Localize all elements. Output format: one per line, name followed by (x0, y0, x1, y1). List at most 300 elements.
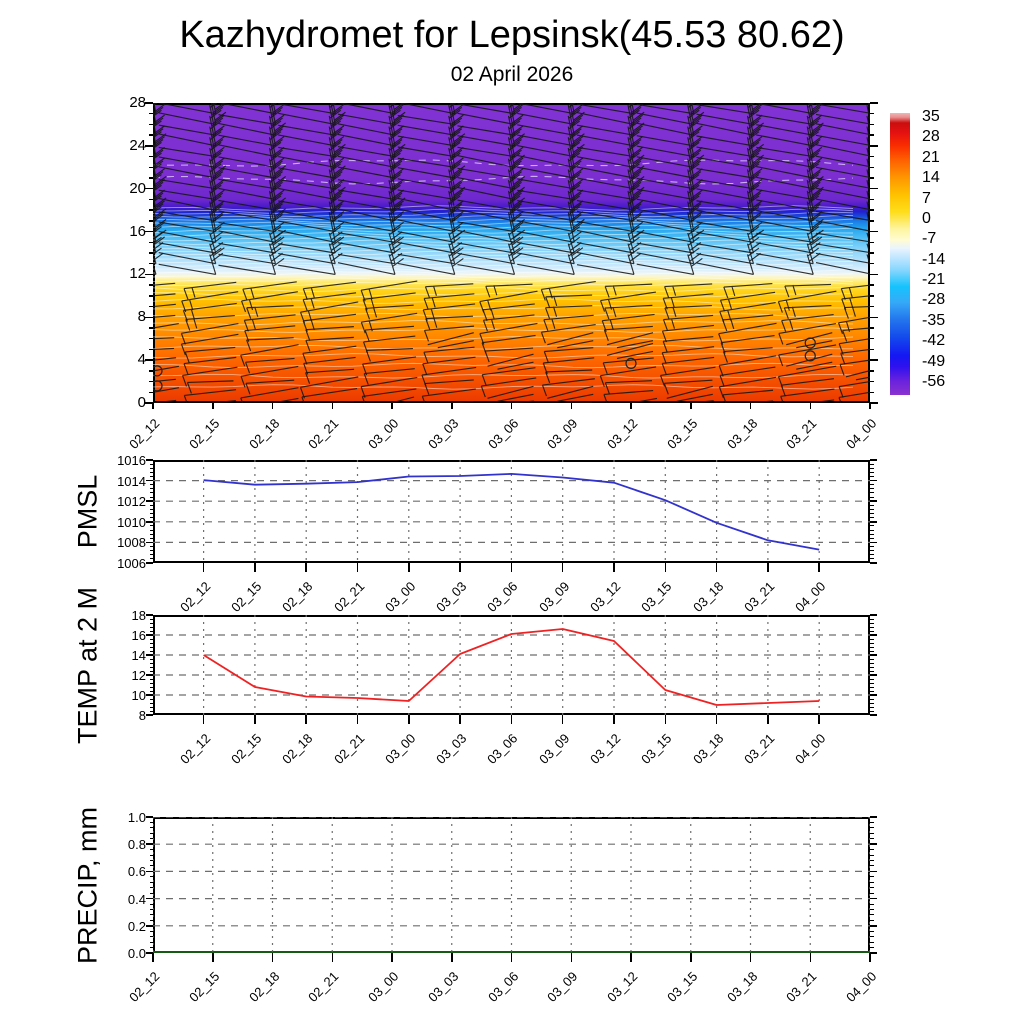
axis-tick (750, 953, 752, 962)
axis-tick (146, 694, 153, 696)
x-tick-label: 03_09 (535, 578, 572, 615)
axis-tick (150, 860, 154, 861)
x-tick-label: 03_03 (433, 730, 470, 767)
y-tick-label: 8 (137, 308, 146, 326)
x-tick-label: 03_21 (741, 730, 778, 767)
axis-tick (150, 623, 154, 624)
axis-tick (810, 953, 812, 962)
axis-tick (870, 220, 874, 222)
axis-tick (145, 274, 153, 276)
axis-tick (150, 468, 154, 469)
axis-tick (630, 403, 632, 409)
colorbar-tick-label: -28 (922, 291, 946, 309)
axis-tick (750, 403, 752, 409)
axis-tick (870, 947, 874, 948)
axis-tick (150, 904, 154, 905)
axis-tick (254, 563, 256, 572)
x-tick-label: 02_12 (126, 415, 163, 452)
axis-tick (357, 715, 359, 724)
y-tick-label: 20 (129, 179, 146, 197)
axis-tick (870, 667, 874, 668)
axis-tick (150, 691, 154, 692)
y-tick-label: 0.4 (127, 891, 146, 907)
colorbar-tick-label: -7 (922, 230, 937, 248)
axis-tick (818, 715, 820, 724)
x-tick-label: 03_03 (433, 578, 470, 615)
axis-tick (665, 563, 667, 572)
PRECIP-plot (153, 817, 870, 953)
axis-tick (150, 920, 154, 921)
x-tick-label: 02_12 (176, 730, 213, 767)
axis-tick (511, 563, 513, 572)
axis-tick (150, 827, 154, 828)
axis-tick (146, 634, 153, 636)
axis-tick (149, 252, 153, 254)
axis-tick (870, 838, 874, 839)
axis-tick (870, 113, 874, 115)
y-tick-label: 0.6 (127, 864, 146, 880)
axis-tick (571, 953, 573, 962)
axis-tick (459, 563, 461, 572)
axis-tick (150, 492, 154, 493)
axis-tick (150, 505, 154, 506)
colorbar-tick-label: 21 (922, 148, 940, 166)
axis-tick (150, 558, 154, 559)
colorbar-tick-label: 14 (922, 169, 940, 187)
axis-tick (870, 614, 877, 616)
axis-tick (870, 476, 874, 477)
colorbar-tick-label: 7 (922, 189, 931, 207)
axis-tick (870, 558, 874, 559)
axis-tick (870, 931, 874, 932)
axis-tick (690, 403, 692, 409)
axis-tick (870, 459, 877, 461)
y-tick-label: 1016 (117, 453, 146, 468)
x-tick-label: 02_15 (185, 415, 223, 452)
axis-tick (150, 639, 154, 640)
axis-tick (391, 403, 393, 409)
axis-tick (149, 242, 153, 244)
axis-tick (145, 102, 153, 104)
axis-tick (150, 472, 154, 473)
axis-tick (150, 651, 154, 652)
x-tick-label: 02_21 (330, 730, 367, 767)
axis-tick (451, 403, 453, 409)
x-tick-label: 03_12 (587, 578, 624, 615)
axis-tick (870, 472, 874, 473)
axis-tick (870, 500, 877, 502)
axis-tick (870, 188, 878, 190)
axis-tick (150, 497, 154, 498)
axis-tick (150, 687, 154, 688)
page-title: Kazhydromet for Lepsinsk(45.53 80.62) (179, 14, 845, 56)
colorbar-tick-label: -35 (922, 311, 946, 329)
axis-tick (145, 317, 153, 319)
axis-tick (150, 838, 154, 839)
axis-tick (870, 651, 874, 652)
axis-tick (150, 931, 154, 932)
axis-tick (149, 113, 153, 115)
axis-tick (870, 263, 874, 265)
temperature-colorbar (890, 113, 910, 395)
axis-tick (149, 306, 153, 308)
axis-tick (870, 952, 877, 954)
axis-tick (149, 370, 153, 372)
x-tick-label: 03_09 (544, 415, 581, 452)
axis-tick (870, 338, 874, 340)
axis-tick (870, 936, 874, 937)
x-tick-label: 03_21 (783, 415, 820, 452)
axis-tick (146, 500, 153, 502)
axis-tick (869, 403, 871, 409)
colorbar-tick-label: -49 (922, 352, 946, 370)
axis-tick (150, 509, 154, 510)
axis-tick (870, 882, 874, 883)
x-tick-label: 04_00 (792, 730, 829, 767)
y-tick-label: 0.0 (127, 946, 146, 961)
axis-tick (150, 703, 154, 704)
axis-tick (870, 488, 874, 489)
axis-tick (870, 893, 874, 894)
axis-tick (150, 484, 154, 485)
axis-tick (870, 231, 878, 233)
axis-tick (272, 403, 274, 409)
x-tick-label: 03_06 (484, 968, 521, 1005)
axis-tick (818, 563, 820, 572)
axis-tick (150, 619, 154, 620)
axis-tick (150, 667, 154, 668)
axis-tick (408, 563, 410, 572)
axis-tick (149, 124, 153, 126)
axis-tick (203, 715, 205, 724)
axis-tick (408, 715, 410, 724)
axis-tick (149, 284, 153, 286)
axis-tick (146, 459, 153, 461)
axis-tick (150, 517, 154, 518)
x-tick-label: 03_03 (424, 415, 462, 452)
axis-tick (150, 647, 154, 648)
axis-tick (870, 627, 874, 628)
x-tick-label: 03_03 (424, 968, 462, 1005)
axis-tick (146, 654, 153, 656)
axis-tick (870, 876, 874, 877)
colorbar-tick-label: 35 (922, 108, 940, 125)
axis-tick (150, 659, 154, 660)
axis-tick (870, 156, 874, 158)
axis-tick (146, 480, 153, 482)
axis-tick (870, 497, 874, 498)
x-tick-label: 02_18 (279, 578, 316, 615)
axis-tick (870, 674, 877, 676)
axis-tick (305, 563, 307, 572)
axis-tick (391, 953, 393, 962)
y-tick-label: 12 (131, 668, 146, 683)
y-tick-label: 1014 (117, 473, 146, 489)
axis-tick (665, 715, 667, 724)
axis-tick (870, 177, 874, 179)
axis-tick (150, 476, 154, 477)
axis-tick (870, 349, 874, 351)
PMSL-plot (153, 460, 870, 563)
wind-barbs-overlay (153, 103, 870, 403)
axis-tick (870, 327, 874, 329)
axis-tick (149, 327, 153, 329)
axis-tick (150, 887, 154, 888)
axis-tick (870, 124, 874, 126)
x-tick-label: 04_00 (843, 968, 880, 1005)
axis-tick (150, 538, 154, 539)
x-tick-label: 02_12 (126, 968, 163, 1005)
axis-tick (149, 156, 153, 158)
axis-tick (562, 715, 564, 724)
axis-tick (870, 274, 878, 276)
x-tick-label: 03_15 (663, 968, 701, 1005)
axis-tick (146, 816, 153, 818)
axis-tick (150, 876, 154, 877)
axis-tick (870, 887, 874, 888)
x-tick-label: 03_09 (535, 730, 572, 767)
axis-tick (870, 871, 877, 873)
axis-tick (150, 627, 154, 628)
axis-tick (150, 699, 154, 700)
axis-tick (150, 663, 154, 664)
y-tick-label: 12 (129, 265, 146, 283)
x-tick-label: 03_06 (484, 578, 521, 615)
y-tick-label: 1.0 (127, 810, 146, 825)
axis-tick (870, 816, 877, 818)
axis-tick (149, 220, 153, 222)
axis-tick (810, 403, 812, 409)
axis-tick (150, 711, 154, 712)
axis-tick (870, 517, 874, 518)
axis-tick (357, 563, 359, 572)
x-tick-label: 03_18 (689, 730, 726, 767)
axis-tick (150, 525, 154, 526)
axis-tick (870, 671, 874, 672)
axis-tick (870, 381, 874, 383)
axis-tick (150, 849, 154, 850)
axis-tick (511, 403, 513, 409)
axis-tick (613, 563, 615, 572)
axis-tick (149, 349, 153, 351)
axis-tick (150, 530, 154, 531)
colorbar-tick-label: 28 (922, 128, 940, 146)
axis-tick (870, 530, 874, 531)
axis-tick (870, 392, 874, 394)
axis-tick (870, 317, 878, 319)
axis-tick (690, 953, 692, 962)
x-tick-label: 03_06 (484, 415, 521, 452)
axis-tick (870, 659, 874, 660)
x-tick-label: 02_15 (228, 730, 265, 767)
axis-tick (146, 714, 153, 716)
axis-tick (152, 953, 154, 962)
axis-tick (149, 199, 153, 201)
axis-tick (511, 953, 513, 962)
axis-tick (870, 643, 874, 644)
axis-tick (149, 392, 153, 394)
axis-tick (146, 542, 153, 544)
axis-tick (870, 525, 874, 526)
axis-tick (149, 209, 153, 211)
axis-tick (203, 563, 205, 572)
axis-tick (630, 953, 632, 962)
axis-tick (870, 484, 874, 485)
axis-tick (870, 295, 874, 297)
colorbar-tick-label: -21 (922, 271, 946, 289)
axis-tick (150, 882, 154, 883)
y-tick-label: 1012 (117, 494, 146, 510)
axis-tick (305, 715, 307, 724)
x-tick-label: 03_15 (638, 578, 675, 615)
x-tick-label: 02_12 (176, 578, 213, 615)
y-tick-label: 24 (129, 136, 146, 154)
axis-tick (150, 893, 154, 894)
axis-tick (145, 145, 153, 147)
axis-tick (254, 715, 256, 724)
axis-tick (870, 199, 874, 201)
axis-tick (150, 855, 154, 856)
y-tick-label: 28 (129, 94, 146, 111)
axis-tick (571, 403, 573, 409)
y-tick-label: 1006 (117, 556, 146, 571)
axis-tick (272, 953, 274, 962)
axis-tick (150, 833, 154, 834)
axis-tick (149, 295, 153, 297)
axis-tick (150, 914, 154, 915)
axis-tick (150, 936, 154, 937)
axis-tick (716, 563, 718, 572)
axis-tick (212, 953, 214, 962)
axis-tick (870, 683, 874, 684)
axis-tick (150, 679, 154, 680)
axis-tick (870, 843, 877, 845)
x-tick-label: 03_12 (587, 730, 624, 767)
x-tick-label: 03_15 (663, 415, 701, 452)
axis-tick (146, 674, 153, 676)
y-tick-label: 18 (131, 608, 146, 623)
y-tick-label: 1008 (117, 535, 146, 551)
axis-tick (451, 953, 453, 962)
x-tick-label: 03_00 (381, 578, 419, 615)
axis-tick (562, 563, 564, 572)
axis-tick (870, 694, 877, 696)
axis-tick (150, 550, 154, 551)
axis-tick (870, 464, 874, 465)
axis-tick (870, 370, 874, 372)
temp-axis-title: TEMP at 2 M (72, 586, 103, 745)
axis-tick (870, 252, 874, 254)
colorbar-tick-label: -14 (922, 250, 946, 268)
axis-tick (149, 134, 153, 136)
axis-tick (149, 167, 153, 169)
y-tick-label: 0.8 (127, 837, 146, 853)
axis-tick (149, 177, 153, 179)
axis-tick (870, 707, 874, 708)
axis-tick (870, 509, 874, 510)
x-tick-label: 03_18 (723, 968, 760, 1005)
axis-tick (767, 563, 769, 572)
colorbar-tick-label: 0 (922, 209, 931, 227)
axis-tick (870, 827, 874, 828)
axis-tick (870, 654, 877, 656)
axis-tick (870, 647, 874, 648)
axis-tick (870, 898, 877, 900)
axis-tick (870, 849, 874, 850)
axis-tick (870, 619, 874, 620)
axis-tick (150, 671, 154, 672)
x-tick-label: 03_21 (741, 578, 778, 615)
x-tick-label: 03_15 (638, 730, 675, 767)
axis-tick (150, 947, 154, 948)
axis-tick (613, 715, 615, 724)
axis-tick (332, 953, 334, 962)
x-tick-label: 02_18 (245, 968, 282, 1005)
x-tick-label: 02_21 (305, 415, 342, 452)
x-tick-label: 03_06 (484, 730, 521, 767)
axis-tick (870, 942, 874, 943)
TEMP-plot (153, 615, 870, 715)
axis-tick (870, 623, 874, 624)
axis-tick (870, 909, 874, 910)
axis-tick (459, 715, 461, 724)
axis-tick (870, 822, 874, 823)
axis-tick (870, 521, 877, 523)
x-tick-label: 02_15 (185, 968, 223, 1005)
x-tick-label: 03_18 (723, 415, 760, 452)
x-tick-label: 03_09 (544, 968, 581, 1005)
axis-tick (870, 714, 877, 716)
axis-tick (870, 284, 874, 286)
axis-tick (150, 909, 154, 910)
axis-tick (150, 707, 154, 708)
axis-tick (870, 855, 874, 856)
x-tick-label: 03_21 (783, 968, 820, 1005)
axis-tick (146, 614, 153, 616)
axis-tick (870, 242, 874, 244)
axis-tick (150, 513, 154, 514)
y-tick-label: 10 (131, 688, 146, 703)
axis-tick (152, 403, 154, 409)
axis-tick (767, 715, 769, 724)
axis-tick (870, 691, 874, 692)
x-tick-label: 03_12 (604, 968, 641, 1005)
axis-tick (146, 871, 153, 873)
axis-tick (870, 534, 874, 535)
precip-axis-title: PRECIP, mm (72, 806, 103, 965)
y-tick-label: 16 (129, 222, 146, 240)
axis-tick (870, 505, 874, 506)
axis-tick (146, 521, 153, 523)
x-tick-label: 02_18 (245, 415, 282, 452)
x-tick-label: 03_00 (381, 730, 419, 767)
axis-tick (150, 822, 154, 823)
colorbar-tick-label: -42 (922, 332, 946, 350)
axis-tick (150, 488, 154, 489)
axis-tick (870, 554, 874, 555)
axis-tick (870, 359, 878, 361)
x-tick-label: 03_00 (365, 415, 402, 452)
axis-tick (870, 167, 874, 169)
y-tick-label: 16 (131, 628, 146, 643)
axis-tick (870, 925, 877, 927)
axis-tick (870, 542, 877, 544)
x-tick-label: 04_00 (792, 578, 829, 615)
axis-tick (150, 942, 154, 943)
axis-tick (870, 631, 874, 632)
axis-tick (870, 904, 874, 905)
axis-tick (870, 492, 874, 493)
